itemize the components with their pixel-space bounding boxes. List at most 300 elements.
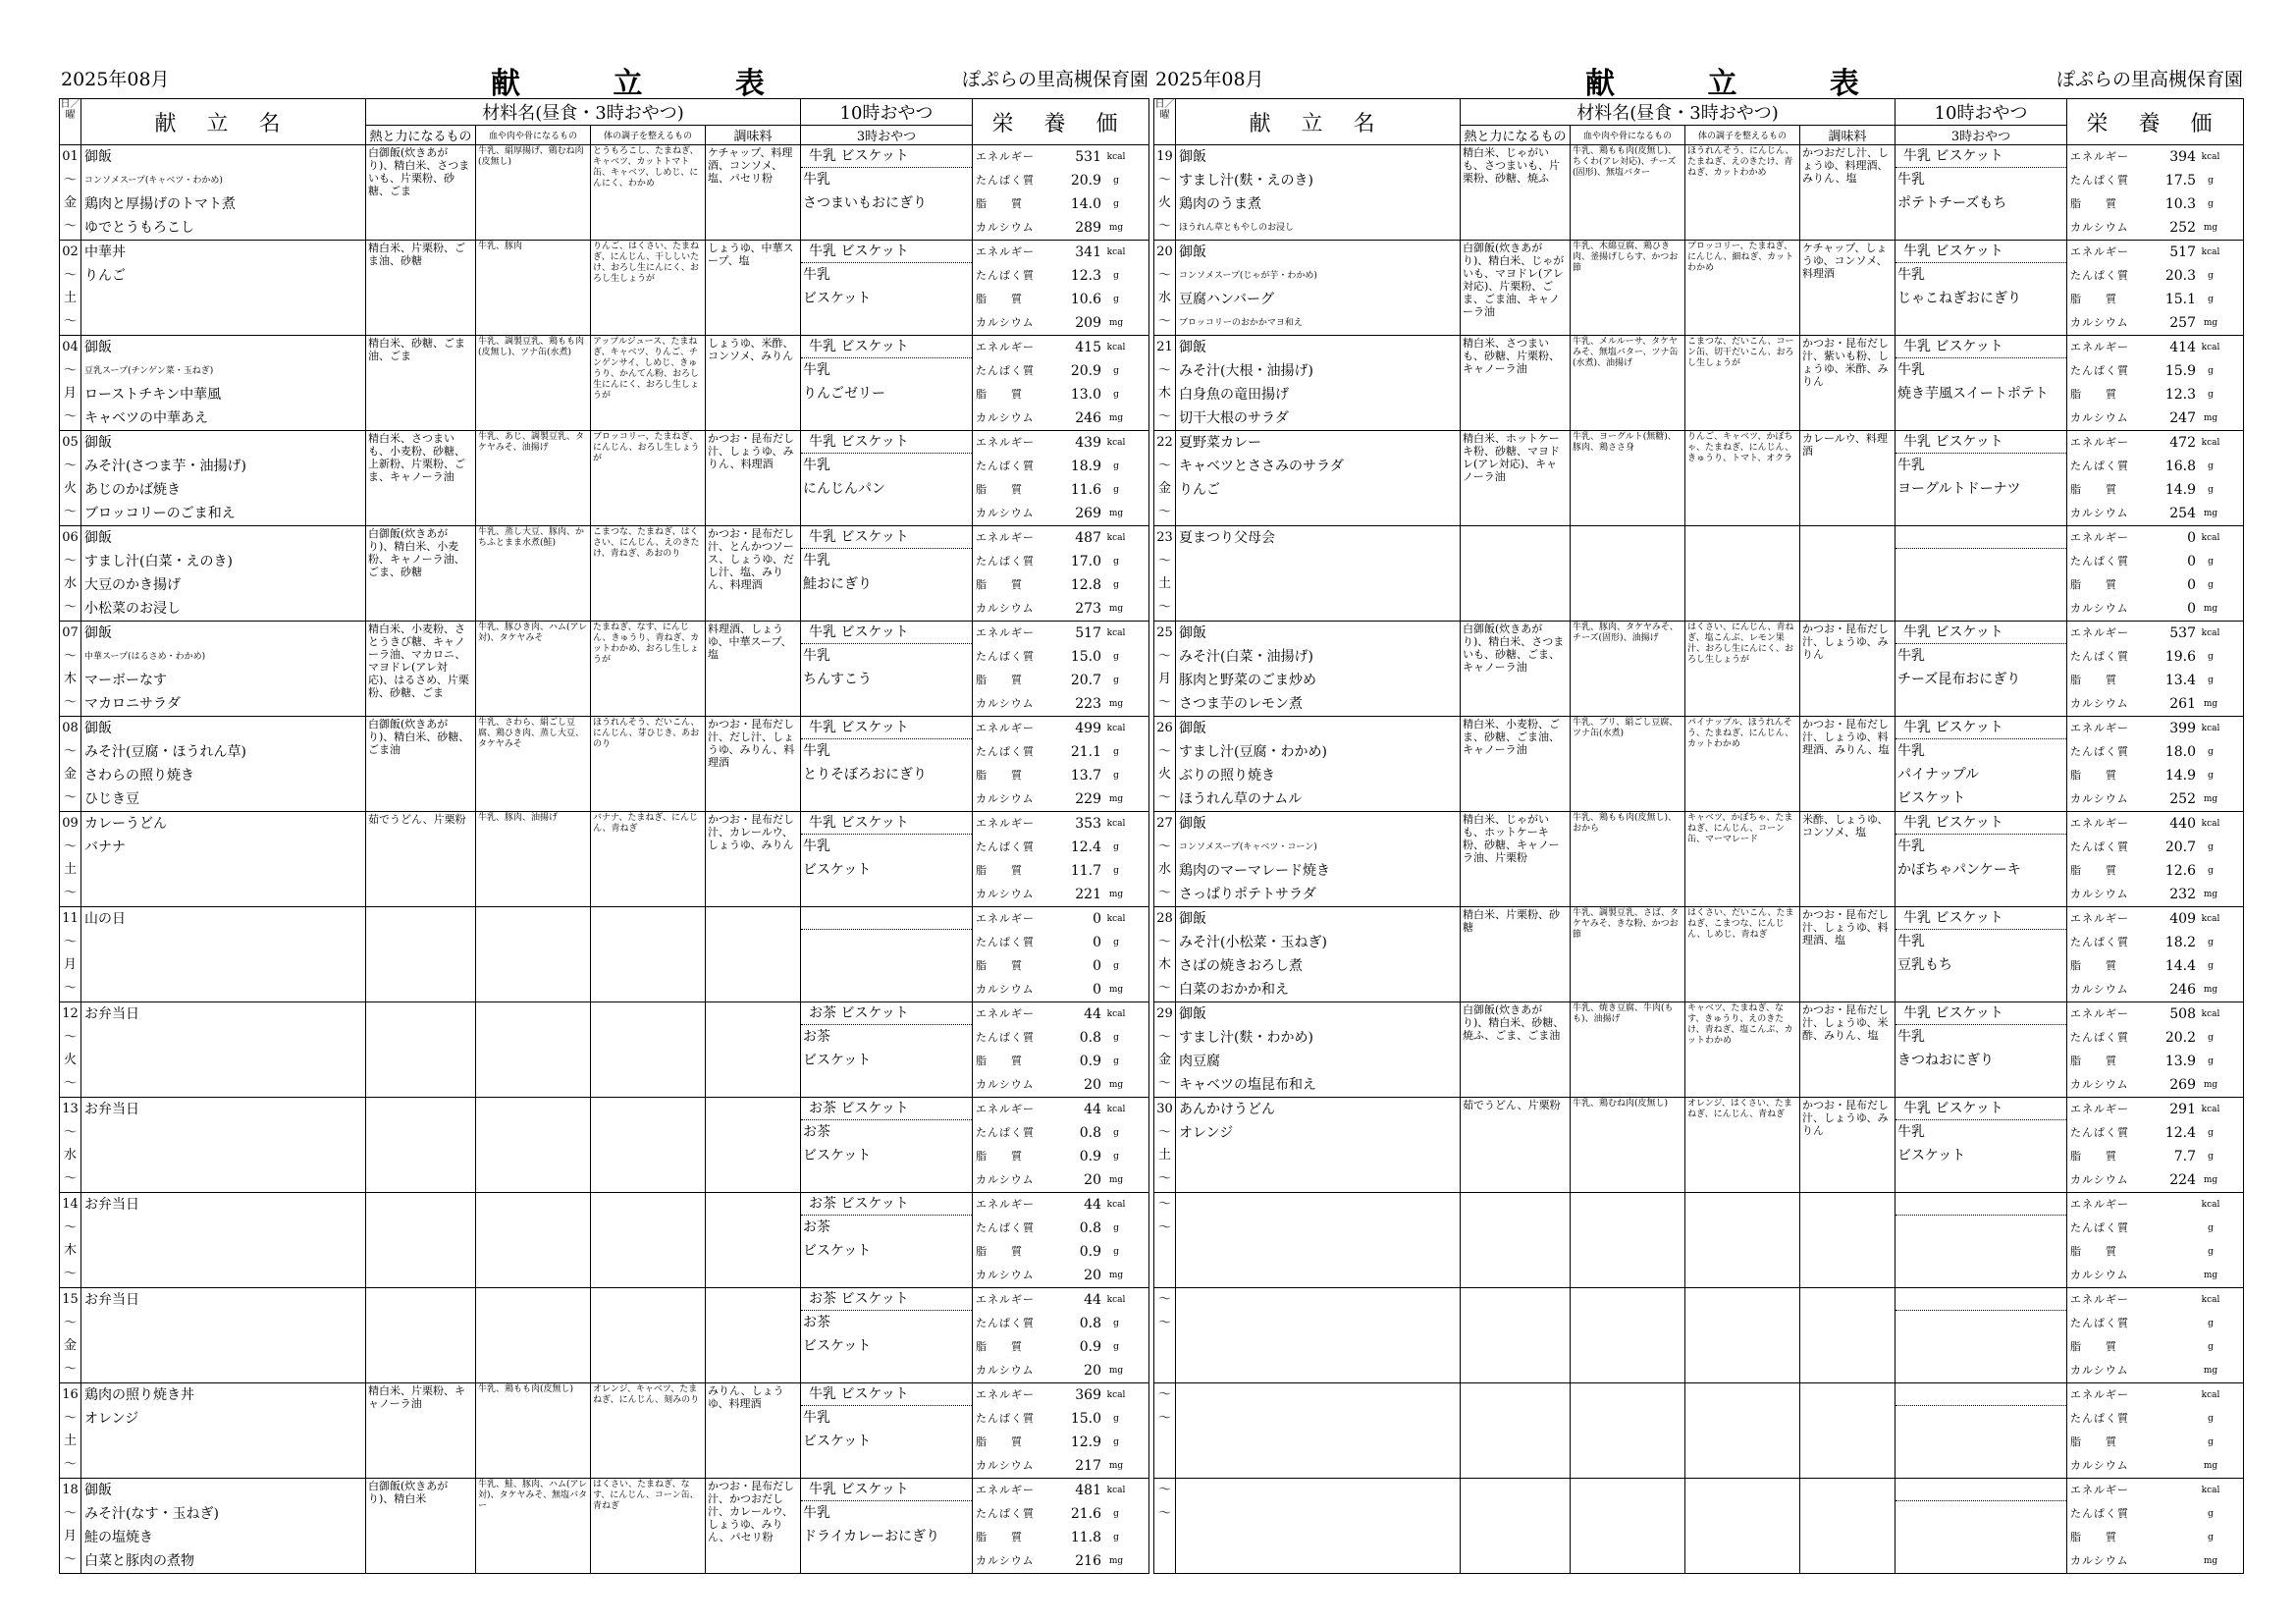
snack-cell	[1896, 526, 2067, 622]
snack-3pm: 牛乳	[1897, 839, 1925, 854]
body-foods: パイナップル、ほうれんそう、たまねぎ、にんじん、カットわかめ	[1685, 717, 1800, 812]
snack-10am: お茶 ビスケット	[801, 1288, 972, 1311]
snack-cell	[801, 145, 973, 241]
day-separator: 〜	[63, 172, 77, 188]
nutrient-unit: g	[2208, 1152, 2214, 1162]
nutrition-row	[2070, 1502, 2240, 1526]
body-foods: バナナ、たまねぎ、にんじん、青ねぎ	[591, 812, 706, 907]
snack-3pm: 牛乳	[1897, 267, 1925, 283]
nutrient-label: エネルギー	[2070, 722, 2129, 734]
nutrient-label: 脂 質	[2070, 1435, 2117, 1448]
snack-cell	[801, 622, 973, 717]
nutrient-unit: g	[2208, 1342, 2214, 1352]
nutrition-row	[976, 169, 1146, 192]
nutrient-label: エネルギー	[976, 912, 1035, 925]
nutrient-unit: g	[1113, 1056, 1119, 1066]
snack-10am: 牛乳 ビスケット	[801, 622, 972, 644]
energy-foods	[1461, 1288, 1571, 1383]
body-foods: ほうれんそう、にんじん、たまねぎ、えのきたけ、青ねぎ、カットわかめ	[1685, 145, 1800, 241]
nutrient-label: 脂 質	[2070, 578, 2117, 591]
day-separator: 〜	[63, 1124, 77, 1140]
day-cell	[1154, 526, 1176, 622]
day-number: 05	[62, 435, 79, 450]
day-separator: 〜	[63, 1266, 77, 1281]
day-cell	[1154, 812, 1176, 907]
body-foods: たまねぎ、なす、にんじん、きゅうり、青ねぎ、カットわかめ、おろし生しょうが	[591, 622, 706, 717]
nutrient-unit: g	[1113, 1033, 1119, 1043]
page-header	[59, 59, 1148, 101]
nutrition-row	[2070, 311, 2240, 335]
nutrient-unit: mg	[1108, 318, 1124, 328]
day-separator: 〜	[63, 980, 77, 996]
snack-cell	[1896, 1002, 2067, 1098]
nutrient-unit: g	[2208, 295, 2214, 304]
snack-cell	[801, 907, 973, 1002]
nutrition-header: 栄 養 価	[973, 99, 1149, 145]
nutrient-unit: kcal	[1106, 247, 1126, 257]
nutrient-label: 脂 質	[976, 864, 1023, 877]
weekday: 水	[63, 576, 77, 591]
menu-item: お弁当日	[84, 1006, 139, 1022]
day-separator: 〜	[63, 504, 77, 519]
nutrition-row	[976, 1240, 1146, 1264]
nutrient-value: 13.9	[2164, 1054, 2196, 1069]
nutrient-label: エネルギー	[2070, 531, 2129, 544]
nutrient-label: カルシウム	[976, 983, 1035, 996]
nutrient-value	[2149, 1312, 2196, 1335]
snack-cell	[1896, 1193, 2067, 1288]
menu-cell	[81, 717, 366, 812]
nutrient-unit: mg	[1108, 1556, 1124, 1566]
energy-foods: 白御飯(炊きあがり)、精白米、砂糖、焼ふ、ごま、ごま油	[1461, 1002, 1571, 1098]
day-cell	[60, 526, 81, 622]
nutrition-row	[2070, 336, 2240, 359]
menu-row	[60, 1479, 1149, 1574]
day-separator: 〜	[63, 1315, 77, 1330]
menu-item: 白菜のおかか和え	[1179, 982, 1289, 998]
nutrient-unit: g	[1113, 176, 1119, 186]
nutrient-label: たんぱく質	[2070, 269, 2129, 282]
snack-3pm: チーズ昆布おにぎり	[1897, 672, 2021, 687]
energy-foods: 精白米、砂糖、ごま油、ごま	[366, 336, 476, 431]
nutrient-value: 409	[2169, 911, 2196, 927]
menu-cell	[81, 145, 366, 241]
blood-foods: 牛乳、鶏もも肉(皮無し)、ちくわ(アレ対応)、チーズ(固形)、無塩バター	[1571, 145, 1685, 241]
nutrient-unit: g	[1113, 1152, 1119, 1162]
nutrient-label: 脂 質	[976, 959, 1023, 972]
day-cell	[1154, 1288, 1176, 1383]
nutrient-value	[2149, 1359, 2196, 1382]
menu-item: さつま芋のレモン煮	[1179, 696, 1303, 712]
menu-item	[84, 1145, 365, 1168]
snack-3pm: 牛乳	[803, 172, 830, 188]
nutrient-value: 44	[1084, 1197, 1101, 1213]
nutrient-value: 20.7	[1070, 673, 1101, 688]
nutrition-row	[2070, 1026, 2240, 1050]
nutrient-value: 20.9	[1070, 173, 1101, 189]
nutrient-value	[2149, 1431, 2196, 1454]
menu-item: すまし汁(豆腐・わかめ)	[1179, 744, 1327, 760]
nutrition-row	[2070, 1073, 2240, 1097]
menu-item	[84, 1026, 365, 1050]
menu-page-right	[1153, 59, 2243, 1574]
day-cell	[60, 145, 81, 241]
nutrition-cell	[2067, 241, 2244, 336]
nutrition-cell	[973, 812, 1149, 907]
nutrient-label: カルシウム	[976, 888, 1035, 900]
blood-foods: 牛乳、調製豆乳、鶏もも肉(皮無し)、ツナ缶(水煮)	[476, 336, 591, 431]
nutrition-row	[976, 954, 1146, 978]
nutrition-row	[976, 1264, 1146, 1287]
blood-foods: 牛乳、鮭、豚肉、ハム(アレ対)、タケヤみそ、無塩バター	[476, 1479, 591, 1574]
nutrition-row	[2070, 836, 2240, 859]
snack-3pm: お茶	[803, 1219, 830, 1235]
nutrient-label: 脂 質	[2070, 959, 2117, 972]
nutrition-cell	[973, 1479, 1149, 1574]
energy-foods: 白御飯(炊きあがり)、精白米	[366, 1479, 476, 1574]
weekday: 木	[1157, 386, 1171, 401]
nutrient-unit: kcal	[2201, 1486, 2220, 1495]
nutrient-unit: kcal	[2201, 628, 2220, 638]
menu-item: 鶏肉と厚揚げのトマト煮	[84, 196, 236, 212]
nutrient-value: 257	[2169, 315, 2196, 331]
nutrition-cell	[973, 1002, 1149, 1098]
nutrition-row	[976, 1168, 1146, 1192]
nutrition-row	[2070, 931, 2240, 954]
snack-3pm: 牛乳	[803, 743, 830, 759]
nutrient-label: エネルギー	[976, 1484, 1035, 1496]
day-separator: 〜	[1157, 553, 1171, 568]
nutrient-unit: g	[1113, 842, 1119, 852]
nutrition-row	[2070, 645, 2240, 669]
snack-3pm	[1896, 1311, 2066, 1334]
nutrient-unit: mg	[2203, 318, 2218, 328]
nutrient-value: 341	[1075, 244, 1101, 260]
snack-10am	[1896, 1383, 2066, 1406]
nutrient-unit: g	[2208, 938, 2214, 947]
snack-3pm: 牛乳	[803, 1505, 830, 1521]
nutrition-row	[976, 1098, 1146, 1121]
menu-item: りんご	[84, 268, 126, 284]
nutrition-cell	[2067, 717, 2244, 812]
day-number: 18	[62, 1483, 79, 1497]
day-separator: 〜	[1157, 172, 1171, 188]
menu-item: 肉豆腐	[1179, 1054, 1220, 1069]
nutrition-row	[2070, 859, 2240, 883]
nutrition-cell	[2067, 1002, 2244, 1098]
menu-row	[1154, 431, 2244, 526]
menu-item: みそ汁(豆腐・ほうれん草)	[84, 744, 246, 760]
day-separator: 〜	[1157, 1170, 1171, 1186]
day-number: 27	[1156, 816, 1173, 831]
snack-3pm: 鮭おにぎり	[803, 576, 872, 592]
snack-10am	[1896, 1479, 2066, 1501]
menu-cell	[81, 1479, 366, 1574]
nutrient-label: 脂 質	[2070, 1340, 2117, 1353]
menu-row	[1154, 907, 2244, 1002]
menu-item: 小松菜のお浸し	[84, 601, 181, 617]
snack-cell	[801, 1383, 973, 1479]
menu-cell	[1176, 1288, 1461, 1383]
menu-item	[1179, 1526, 1460, 1549]
menu-item: りんご	[1179, 482, 1220, 498]
day-separator: 〜	[63, 694, 77, 710]
nutrition-row	[976, 264, 1146, 288]
menu-item: ローストチキン中華風	[84, 387, 222, 403]
menu-item: ゆでとうもろこし	[84, 220, 194, 236]
nutrient-label: カルシウム	[2070, 411, 2129, 424]
day-separator: 〜	[63, 1551, 77, 1567]
weekday: 金	[63, 767, 77, 782]
menu-item: 夏まつり父母会	[1179, 530, 1275, 546]
menu-cell	[1176, 1098, 1461, 1193]
nutrition-row	[976, 1549, 1146, 1573]
menu-item	[84, 931, 365, 954]
nutrient-label: カルシウム	[976, 507, 1035, 519]
nutrition-row	[976, 669, 1146, 692]
menu-item: 御飯	[1179, 340, 1206, 355]
day-cell	[60, 1383, 81, 1479]
nutrient-unit: mg	[1108, 1461, 1124, 1471]
energy-foods	[366, 1288, 476, 1383]
day-separator: 〜	[1157, 408, 1171, 424]
body-foods	[591, 1002, 706, 1098]
day-separator: 〜	[1157, 885, 1171, 900]
nutrient-label: 脂 質	[2070, 1150, 2117, 1163]
menu-item	[1179, 1383, 1460, 1407]
menu-row	[1154, 812, 2244, 907]
menu-row	[1154, 336, 2244, 431]
menu-item: 御飯	[84, 340, 112, 355]
nutrient-label: たんぱく質	[976, 1221, 1035, 1234]
weekday: 火	[63, 481, 77, 496]
seasoning-cell: みりん、しょうゆ、料理酒	[706, 1383, 801, 1479]
nutrient-value: 11.8	[1070, 1530, 1101, 1545]
energy-foods: 白御飯(炊きあがり)、精白米、さつまいも、片栗粉、砂糖、ごま	[366, 145, 476, 241]
energy-foods: 精白米、片栗粉、ごま油、砂糖	[366, 241, 476, 336]
day-separator: 〜	[63, 1410, 77, 1426]
nutrient-value: 17.5	[2164, 173, 2196, 189]
nutrient-label: 脂 質	[2070, 483, 2117, 496]
menu-item: さばの焼きおろし煮	[1179, 958, 1303, 974]
snack-3pm	[801, 953, 972, 977]
nutrition-cell	[2067, 431, 2244, 526]
menu-cell	[1176, 812, 1461, 907]
nutrient-label: エネルギー	[2070, 150, 2129, 163]
blood-foods: 牛乳、豚肉	[476, 241, 591, 336]
nutrition-row	[2070, 764, 2240, 787]
nutrient-label: たんぱく質	[976, 174, 1035, 187]
nutrient-label: 脂 質	[976, 1055, 1023, 1067]
menu-item	[84, 1335, 365, 1359]
nutrient-label: エネルギー	[976, 1007, 1035, 1020]
blood-foods	[1571, 1479, 1685, 1574]
energy-foods	[366, 1002, 476, 1098]
day-separator: 〜	[63, 1170, 77, 1186]
nutrient-label: カルシウム	[976, 411, 1035, 424]
snack-3pm: ビスケット	[1897, 1148, 1966, 1164]
menu-table	[59, 98, 1149, 1574]
nutrition-row	[2070, 383, 2240, 406]
nutrient-value: 481	[1075, 1483, 1101, 1498]
nutrient-label: 脂 質	[976, 197, 1023, 210]
day-number: 14	[62, 1197, 79, 1212]
nutrient-label: エネルギー	[2070, 1007, 2129, 1020]
menu-item: 豚肉と野菜のごま炒め	[1179, 673, 1316, 688]
menu-item: 切干大根のサラダ	[1179, 410, 1289, 426]
nutrient-unit: g	[2208, 1056, 2214, 1066]
day-cell	[1154, 336, 1176, 431]
menu-cell	[1176, 1479, 1461, 1574]
nutrition-row	[976, 717, 1146, 740]
nutrition-row	[2070, 1264, 2240, 1287]
snack-3pm	[1896, 1525, 2066, 1548]
seasoning-cell: かつお・昆布だし汁、紫いも粉、しょうゆ、米酢、みりん	[1800, 336, 1896, 431]
menu-item	[1179, 1312, 1460, 1335]
menu-cell	[1176, 622, 1461, 717]
nutrient-label: エネルギー	[2070, 245, 2129, 258]
day-separator: 〜	[63, 458, 77, 473]
nutrient-label: たんぱく質	[976, 650, 1035, 663]
menu-item	[84, 859, 365, 883]
nutrient-unit: g	[2208, 1128, 2214, 1138]
snack-3pm	[1896, 1216, 2066, 1239]
snack-3pm	[1896, 1430, 2066, 1453]
nutrient-value: 246	[2169, 982, 2196, 998]
nutrient-unit: kcal	[2201, 819, 2220, 829]
nutrition-row	[976, 978, 1146, 1001]
nutrient-unit: mg	[1108, 699, 1124, 709]
nutrient-label: たんぱく質	[2070, 460, 2129, 472]
menu-item	[84, 1312, 365, 1335]
weekday: 木	[1157, 957, 1171, 972]
seasoning-cell	[706, 1193, 801, 1288]
nutrient-value: 269	[2169, 1077, 2196, 1093]
seasoning-cell	[1800, 526, 1896, 622]
snack-3pm: 牛乳	[803, 362, 830, 378]
menu-item	[1179, 1479, 1460, 1502]
nutrition-cell	[973, 241, 1149, 336]
body-foods: オレンジ、キャベツ、たまねぎ、にんじん、刻みのり	[591, 1383, 706, 1479]
menu-cell	[81, 336, 366, 431]
snack-3pm	[1896, 1239, 2066, 1263]
body-foods: はくさい、だいこん、たまねぎ、こまつな、にんじん、しめじ、青ねぎ	[1685, 907, 1800, 1002]
nutrition-row	[976, 1312, 1146, 1335]
menu-item: コンソメスープ(キャベツ・わかめ)	[84, 176, 223, 186]
snack-10am	[1896, 526, 2066, 549]
nutrient-unit: g	[2208, 176, 2214, 186]
nutrition-row	[976, 359, 1146, 383]
snack-cell	[1896, 907, 2067, 1002]
day-cell	[60, 336, 81, 431]
nutrient-unit: g	[2208, 390, 2214, 400]
nutrition-cell	[973, 622, 1149, 717]
nutrient-value: 13.0	[1070, 387, 1101, 403]
nutrient-unit: g	[1113, 1223, 1119, 1233]
energy-foods	[366, 1193, 476, 1288]
nutrition-row	[2070, 1312, 2240, 1335]
nutrient-label: エネルギー	[976, 150, 1035, 163]
nutrient-value: 246	[1075, 410, 1101, 426]
nutrient-label: カルシウム	[976, 697, 1035, 710]
day-separator: 〜	[63, 599, 77, 615]
snack-3pm: 牛乳	[803, 553, 830, 568]
nutrient-value: 14.9	[2164, 482, 2196, 498]
nutrient-unit: kcal	[1106, 1295, 1126, 1305]
nutrient-unit: g	[1113, 1342, 1119, 1352]
nutrient-value: 44	[1084, 1102, 1101, 1117]
menu-item	[1179, 1502, 1460, 1526]
seasoning-cell	[706, 1002, 801, 1098]
menu-item: 山の日	[84, 911, 126, 927]
nutrition-row	[2070, 216, 2240, 240]
body-foods: はくさい、たまねぎ、なす、にんじん、コーン缶、青ねぎ	[591, 1479, 706, 1574]
nutrition-row	[976, 1026, 1146, 1050]
day-number: 23	[1156, 530, 1173, 545]
day-cell	[60, 717, 81, 812]
nutrient-value	[2149, 1288, 2196, 1312]
weekday: 水	[63, 1148, 77, 1163]
seasoning-cell: かつお・昆布だし汁、しょうゆ、料理酒、塩	[1800, 907, 1896, 1002]
nutrient-value: 247	[2169, 410, 2196, 426]
nutrition-row	[976, 836, 1146, 859]
menu-item: みそ汁(小松菜・玉ねぎ)	[1179, 935, 1327, 950]
nutrient-value: 12.6	[2164, 863, 2196, 879]
nutrient-label: エネルギー	[976, 1293, 1035, 1306]
weekday: 月	[63, 386, 77, 401]
nutrient-label: 脂 質	[2070, 1055, 2117, 1067]
menu-cell	[81, 1288, 366, 1383]
snack-10am: お茶 ビスケット	[801, 1193, 972, 1216]
menu-item: 白身魚の竜田揚げ	[1179, 387, 1289, 403]
body-foods	[1685, 1383, 1800, 1479]
menu-row	[60, 336, 1149, 431]
nutrient-value: 20.7	[2164, 839, 2196, 855]
nutrition-row	[2070, 1526, 2240, 1549]
nutrient-unit: mg	[2203, 604, 2218, 614]
nutrition-row	[976, 1431, 1146, 1454]
nutrient-value: 13.4	[2164, 673, 2196, 688]
snack-cell	[1896, 812, 2067, 907]
nutrition-row	[976, 478, 1146, 502]
snack-3pm: 牛乳	[1897, 362, 1925, 378]
nutrient-value: 353	[1075, 816, 1101, 832]
blood-group-header: 血や肉や骨になるもの	[476, 126, 591, 145]
energy-foods	[366, 1098, 476, 1193]
menu-item: 御飯	[84, 625, 112, 641]
nutrition-cell	[2067, 1479, 2244, 1574]
day-separator: 〜	[63, 313, 77, 329]
nutrient-unit: g	[1113, 199, 1119, 209]
nutrient-unit: kcal	[1106, 438, 1126, 448]
day-separator: 〜	[1157, 743, 1171, 759]
nutrient-label: たんぱく質	[2070, 650, 2129, 663]
day-number: 26	[1156, 721, 1173, 735]
nutrient-value: 0	[1093, 958, 1101, 974]
nutrient-label: 脂 質	[976, 1531, 1023, 1543]
nutrition-row	[2070, 597, 2240, 621]
menu-item: 白菜と豚肉の煮物	[84, 1553, 194, 1569]
day-separator: 〜	[1157, 1219, 1171, 1235]
nutrient-unit: g	[1113, 747, 1119, 757]
day-cell	[1154, 241, 1176, 336]
nutrition-row	[2070, 978, 2240, 1001]
blood-foods: 牛乳、鶏もも肉(皮無し)、おから	[1571, 812, 1685, 907]
nutrient-value: 0.8	[1079, 1125, 1101, 1141]
nutrient-label: 脂 質	[976, 293, 1023, 305]
nutrient-label: カルシウム	[976, 316, 1035, 329]
snack-cell	[801, 1193, 973, 1288]
